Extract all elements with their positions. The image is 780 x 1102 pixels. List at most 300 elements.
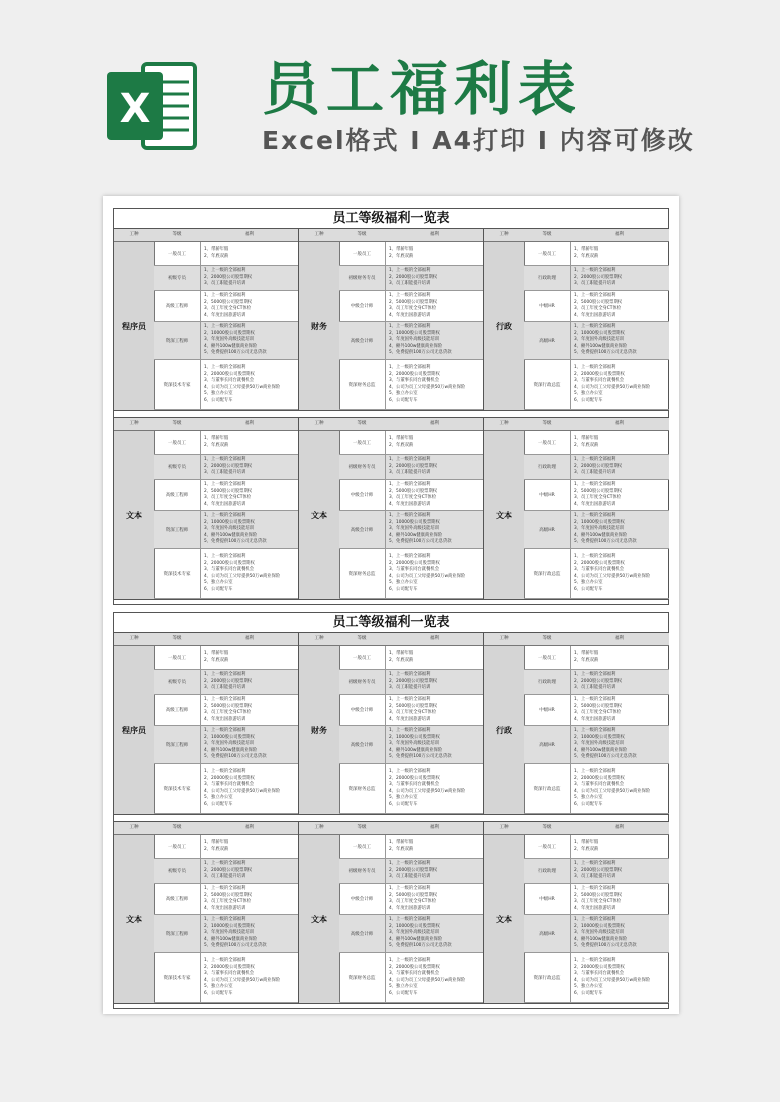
table-row <box>524 884 669 915</box>
benefit-line: 2、10000股公司股票期权 <box>204 330 255 336</box>
benefit-line: 1、带薪年假 <box>204 840 229 845</box>
benefits-sheet <box>113 208 669 605</box>
benefit-line: 6、公司配专车 <box>574 801 603 807</box>
table-row <box>339 884 484 915</box>
benefit-line: 1、带薪年假 <box>389 247 414 252</box>
benefit-line: 3、员工职能提升培训 <box>574 685 616 691</box>
table-row <box>339 670 484 695</box>
benefit-line: 3、年度国外高级技能培训 <box>389 930 439 936</box>
column-header <box>484 229 669 242</box>
benefit-line: 1、上一级的全部福利 <box>389 728 431 734</box>
benefit-line: 1、带薪年假 <box>574 436 599 441</box>
benefit-cell <box>571 322 669 359</box>
header-level: 等级 <box>172 636 182 641</box>
benefit-line: 3、与董事长同台就餐机会 <box>389 782 439 787</box>
benefit-line: 2、2000股公司股票期权 <box>204 678 253 684</box>
benefit-line: 2、5000股公司股票期权 <box>389 488 438 494</box>
level-cell: 资深行政总监 <box>524 549 571 598</box>
header-benefit: 福利 <box>615 232 624 237</box>
benefit-line: 3、年度国外高级技能培训 <box>574 930 624 936</box>
department-column <box>114 229 299 410</box>
table-row <box>339 266 484 291</box>
benefit-line: 1、上一级的全部福利 <box>574 268 616 274</box>
benefit-line: 3、员工年度全身CT体检 <box>389 899 437 904</box>
benefit-line: 2、10000股公司股票期权 <box>204 923 255 929</box>
table-row <box>339 511 484 549</box>
table-row <box>154 764 299 814</box>
benefit-line: 1、上一级的全部福利 <box>574 293 616 298</box>
benefit-cell <box>386 646 484 669</box>
benefit-line: 4、年度出国旅游培训 <box>574 501 616 507</box>
benefit-line: 4、额外100w健康商业保险 <box>574 747 628 753</box>
benefit-line: 1、上一级的全部福利 <box>204 769 246 774</box>
benefit-line: 3、与董事长同台就餐机会 <box>389 971 439 976</box>
department-name: 财务 <box>299 242 340 410</box>
level-cell: 初级专员 <box>154 455 201 479</box>
level-cell: 高级会计师 <box>339 726 386 763</box>
benefit-line: 6、公司配专车 <box>204 586 233 592</box>
benefit-line: 1、上一级的全部福利 <box>389 917 431 923</box>
benefit-line: 3、员工年度全身CT体检 <box>389 710 437 715</box>
table-row <box>524 511 669 549</box>
level-cell: 中级会计师 <box>339 480 386 510</box>
header-type: 工种 <box>314 421 324 426</box>
level-cell: 高级会计师 <box>339 322 386 359</box>
header-benefit: 福利 <box>430 636 439 641</box>
level-cell: 中级HR <box>524 695 571 725</box>
benefit-line: 6、公司配专车 <box>574 990 603 996</box>
level-cell: 一般员工 <box>339 835 386 858</box>
level-cell: 高级HR <box>524 322 571 359</box>
level-cell: 资深行政总监 <box>524 953 571 1002</box>
benefit-line: 2、年底双薪 <box>574 253 599 259</box>
benefit-cell <box>386 360 484 409</box>
benefit-cell <box>571 431 669 454</box>
benefit-line: 3、员工年度全身CT体检 <box>204 306 252 311</box>
table-row <box>154 726 299 764</box>
benefit-cell <box>386 953 484 1002</box>
benefit-line: 6、公司配专车 <box>574 586 603 592</box>
benefit-cell <box>386 764 484 813</box>
benefit-line: 5、免费提供100万公司无息贷款 <box>389 943 452 949</box>
level-cell: 资深财务总监 <box>339 549 386 598</box>
column-header <box>114 229 299 242</box>
benefit-line: 3、与董事长同台就餐机会 <box>574 971 624 976</box>
table-row <box>524 953 669 1003</box>
table-row <box>339 455 484 480</box>
column-divider <box>483 229 484 410</box>
table-row <box>524 670 669 695</box>
benefit-line: 2、5000股公司股票期权 <box>204 299 253 305</box>
benefit-line: 1、上一级的全部福利 <box>389 365 431 370</box>
benefit-line: 3、员工年度全身CT体检 <box>389 306 437 311</box>
benefit-line: 3、员工年度全身CT体检 <box>574 710 622 715</box>
benefit-cell <box>571 646 669 669</box>
logo-letter: X <box>119 86 151 132</box>
benefit-cell <box>571 242 669 265</box>
table-row <box>339 915 484 953</box>
table-row <box>154 431 299 455</box>
benefit-line: 5、独立办公室 <box>204 391 233 396</box>
benefit-line: 4、年度出国旅游培训 <box>389 716 431 722</box>
benefit-line: 6、公司配专车 <box>204 397 233 403</box>
benefit-line: 3、员工职能提升培训 <box>574 281 616 287</box>
benefit-line: 2、年底双薪 <box>204 442 229 448</box>
column-header <box>114 822 299 835</box>
column-divider <box>483 418 484 599</box>
column-divider <box>483 822 484 1003</box>
benefit-line: 1、上一级的全部福利 <box>204 482 246 487</box>
benefit-line: 1、上一级的全部福利 <box>574 457 616 463</box>
benefit-cell <box>571 695 669 725</box>
benefit-line: 3、员工职能提升培训 <box>204 281 246 287</box>
column-header <box>484 822 669 835</box>
benefit-line: 6、公司配专车 <box>204 990 233 996</box>
header-benefit: 福利 <box>430 232 439 237</box>
benefit-line: 4、额外100w健康商业保险 <box>389 936 443 942</box>
benefit-line: 1、上一级的全部福利 <box>389 457 431 463</box>
benefit-line: 1、上一级的全部福利 <box>574 861 616 867</box>
benefit-line: 4、年度出国旅游培训 <box>204 905 246 911</box>
benefit-cell <box>571 835 669 858</box>
level-cell: 高级HR <box>524 915 571 952</box>
department-column <box>299 229 484 410</box>
header-type: 工种 <box>129 825 139 830</box>
benefit-cell <box>386 455 484 479</box>
benefit-line: 4、公司为员工父母提供50万w商业保险 <box>389 788 466 794</box>
benefit-line: 6、公司配专车 <box>389 397 418 403</box>
sheet-title: 员工等级福利一览表 <box>114 613 668 633</box>
column-header <box>484 418 669 431</box>
benefit-line: 4、额外100w健康商业保险 <box>389 343 443 349</box>
header-level: 等级 <box>357 636 367 641</box>
benefit-line: 2、5000股公司股票期权 <box>574 299 623 305</box>
level-cell: 资深行政总监 <box>524 360 571 409</box>
benefit-cell <box>571 915 669 952</box>
benefit-line: 1、上一级的全部福利 <box>204 513 246 519</box>
department-name: 程序员 <box>114 646 155 814</box>
page-subtitle: Excel格式 I A4打印 I 内容可修改 <box>262 126 695 155</box>
header-level: 等级 <box>357 825 367 830</box>
level-cell: 初级专员 <box>154 266 201 290</box>
level-cell: 高级HR <box>524 726 571 763</box>
header-level: 等级 <box>172 825 182 830</box>
benefit-line: 1、带薪年假 <box>574 840 599 845</box>
benefit-cell <box>386 480 484 510</box>
benefit-line: 5、免费提供100万公司无息贷款 <box>389 754 452 760</box>
table-row <box>524 455 669 480</box>
benefit-line: 2、年底双薪 <box>389 442 414 448</box>
level-cell: 一般员工 <box>524 242 571 265</box>
benefit-line: 5、独立办公室 <box>574 580 603 585</box>
benefit-line: 3、与董事长同台就餐机会 <box>204 378 254 383</box>
benefit-line: 4、额外100w健康商业保险 <box>204 343 258 349</box>
level-cell: 资深财务总监 <box>339 360 386 409</box>
table-row <box>339 291 484 322</box>
benefit-line: 3、年度国外高级技能培训 <box>389 337 439 343</box>
benefit-line: 3、与董事长同台就餐机会 <box>204 971 254 976</box>
benefit-line: 2、10000股公司股票期权 <box>389 734 440 740</box>
benefit-line: 5、免费提供100万公司无息贷款 <box>204 754 267 760</box>
benefit-line: 1、上一级的全部福利 <box>204 457 246 463</box>
benefit-line: 2、年底双薪 <box>389 657 414 663</box>
table-row <box>154 322 299 360</box>
department-name: 文本 <box>484 431 525 599</box>
table-row <box>524 480 669 511</box>
benefit-cell <box>571 859 669 883</box>
header-type: 工种 <box>129 636 139 641</box>
benefit-line: 3、与董事长同台就餐机会 <box>389 567 439 572</box>
benefit-line: 1、上一级的全部福利 <box>574 697 616 702</box>
benefit-line: 2、10000股公司股票期权 <box>389 923 440 929</box>
level-cell: 一般员工 <box>524 835 571 858</box>
level-cell: 高级工程师 <box>154 884 201 914</box>
level-cell: 行政助理 <box>524 266 571 290</box>
level-cell: 资深财务总监 <box>339 764 386 813</box>
benefit-line: 1、上一级的全部福利 <box>389 268 431 274</box>
level-cell: 资深工程师 <box>154 726 201 763</box>
benefit-line: 5、免费提供100万公司无息贷款 <box>204 943 267 949</box>
level-cell: 资深工程师 <box>154 511 201 548</box>
benefit-cell <box>571 511 669 548</box>
table-row <box>524 695 669 726</box>
benefit-line: 1、上一级的全部福利 <box>204 365 246 370</box>
benefit-cell <box>571 291 669 321</box>
table-row <box>524 322 669 360</box>
benefit-cell <box>386 549 484 598</box>
header-type: 工种 <box>499 232 509 237</box>
header-benefit: 福利 <box>245 421 254 426</box>
column-header <box>299 418 484 431</box>
benefit-line: 2、2000股公司股票期权 <box>204 463 253 469</box>
department-column <box>114 633 299 814</box>
benefit-line: 2、2000股公司股票期权 <box>574 463 623 469</box>
header-level: 等级 <box>542 421 552 426</box>
table-row <box>339 726 484 764</box>
benefit-line: 4、额外100w健康商业保险 <box>574 343 628 349</box>
benefit-line: 3、与董事长同台就餐机会 <box>389 378 439 383</box>
benefit-line: 5、免费提供100万公司无息贷款 <box>574 754 637 760</box>
benefit-line: 2、10000股公司股票期权 <box>574 923 625 929</box>
benefit-line: 2、年底双薪 <box>204 253 229 259</box>
table-row <box>524 859 669 884</box>
benefit-cell <box>201 431 299 454</box>
benefit-line: 1、上一级的全部福利 <box>204 728 246 734</box>
benefit-line: 1、上一级的全部福利 <box>389 482 431 487</box>
benefit-cell <box>201 695 299 725</box>
benefit-line: 2、5000股公司股票期权 <box>389 703 438 709</box>
benefit-line: 1、上一级的全部福利 <box>574 728 616 734</box>
benefit-line: 1、带薪年假 <box>204 436 229 441</box>
benefit-line: 2、10000股公司股票期权 <box>574 330 625 336</box>
header-benefit: 福利 <box>615 421 624 426</box>
table-row <box>154 360 299 410</box>
level-cell: 高级工程师 <box>154 291 201 321</box>
table-row <box>339 835 484 859</box>
benefit-line: 2、2000股公司股票期权 <box>204 274 253 280</box>
level-cell: 高级会计师 <box>339 915 386 952</box>
benefit-line: 1、带薪年假 <box>389 651 414 656</box>
benefit-line: 3、与董事长同台就餐机会 <box>204 782 254 787</box>
table-row <box>524 726 669 764</box>
page-title: 员工福利表 <box>262 55 583 123</box>
benefit-line: 4、年度出国旅游培训 <box>389 905 431 911</box>
table-row <box>524 764 669 814</box>
divider <box>114 814 668 822</box>
benefit-line: 1、带薪年假 <box>389 436 414 441</box>
table-row <box>339 431 484 455</box>
level-cell: 高级HR <box>524 511 571 548</box>
divider <box>114 599 668 604</box>
department-name: 程序员 <box>114 242 155 410</box>
level-cell: 资深工程师 <box>154 915 201 952</box>
benefit-line: 4、额外100w健康商业保险 <box>574 532 628 538</box>
table-row <box>524 360 669 410</box>
benefit-line: 1、上一级的全部福利 <box>204 324 246 330</box>
level-cell: 一般员工 <box>154 431 201 454</box>
table-row <box>524 291 669 322</box>
department-name: 行政 <box>484 646 525 814</box>
column-divider <box>298 229 299 410</box>
benefit-cell <box>571 360 669 409</box>
table-row <box>154 670 299 695</box>
department-name: 文本 <box>299 431 340 599</box>
department-column <box>299 633 484 814</box>
benefit-line: 2、20000股公司股票期权 <box>204 560 255 566</box>
benefits-block <box>114 229 668 410</box>
benefit-cell <box>201 455 299 479</box>
benefit-line: 2、20000股公司股票期权 <box>574 775 625 781</box>
divider <box>114 1003 668 1008</box>
benefits-block <box>114 822 668 1003</box>
table-row <box>154 695 299 726</box>
level-cell: 资深技术专家 <box>154 549 201 598</box>
benefit-line: 3、员工职能提升培训 <box>204 470 246 476</box>
benefit-line: 2、5000股公司股票期权 <box>204 488 253 494</box>
table-row <box>339 646 484 670</box>
benefit-line: 2、20000股公司股票期权 <box>389 371 440 377</box>
table-row <box>524 242 669 266</box>
benefit-line: 2、10000股公司股票期权 <box>574 519 625 525</box>
benefit-cell <box>201 266 299 290</box>
benefit-line: 4、年度出国旅游培训 <box>574 312 616 318</box>
benefit-line: 1、上一级的全部福利 <box>389 861 431 867</box>
header-type: 工种 <box>499 636 509 641</box>
level-cell: 一般员工 <box>524 646 571 669</box>
department-column <box>114 822 299 1003</box>
table-row <box>154 915 299 953</box>
level-cell: 高级工程师 <box>154 480 201 510</box>
benefit-line: 2、10000股公司股票期权 <box>204 519 255 525</box>
table-row <box>154 291 299 322</box>
benefit-line: 2、10000股公司股票期权 <box>574 734 625 740</box>
benefit-cell <box>386 322 484 359</box>
table-row <box>154 859 299 884</box>
benefit-line: 2、年底双薪 <box>574 442 599 448</box>
benefit-line: 2、5000股公司股票期权 <box>574 488 623 494</box>
table-row <box>154 455 299 480</box>
benefit-line: 4、公司为员工父母提供50万w商业保险 <box>204 788 281 794</box>
benefit-line: 2、2000股公司股票期权 <box>574 867 623 873</box>
header-type: 工种 <box>314 232 324 237</box>
benefit-line: 2、年底双薪 <box>574 657 599 663</box>
benefit-line: 2、2000股公司股票期权 <box>574 678 623 684</box>
benefit-cell <box>201 480 299 510</box>
benefit-cell <box>386 726 484 763</box>
benefit-cell <box>201 884 299 914</box>
header-level: 等级 <box>357 421 367 426</box>
benefit-cell <box>201 549 299 598</box>
benefit-line: 2、2000股公司股票期权 <box>204 867 253 873</box>
benefit-cell <box>571 726 669 763</box>
benefit-cell <box>571 953 669 1002</box>
column-divider <box>298 633 299 814</box>
benefit-cell <box>386 835 484 858</box>
table-row <box>339 549 484 599</box>
benefit-line: 2、20000股公司股票期权 <box>389 775 440 781</box>
benefit-line: 1、带薪年假 <box>574 651 599 656</box>
level-cell: 中级会计师 <box>339 695 386 725</box>
table-row <box>154 549 299 599</box>
benefit-cell <box>386 511 484 548</box>
benefit-line: 4、公司为员工父母提供50万w商业保险 <box>389 573 466 579</box>
header-benefit: 福利 <box>430 825 439 830</box>
benefit-cell <box>201 291 299 321</box>
level-cell: 中级HR <box>524 291 571 321</box>
benefit-line: 6、公司配专车 <box>389 801 418 807</box>
benefit-line: 2、5000股公司股票期权 <box>389 892 438 898</box>
header-level: 等级 <box>542 825 552 830</box>
benefit-line: 4、公司为员工父母提供50万w商业保险 <box>389 384 466 390</box>
table-row <box>339 322 484 360</box>
benefit-line: 4、公司为员工父母提供50万w商业保险 <box>204 573 281 579</box>
banner <box>0 0 780 185</box>
benefit-line: 1、上一级的全部福利 <box>574 672 616 678</box>
benefit-line: 1、上一级的全部福利 <box>389 697 431 702</box>
benefit-line: 5、独立办公室 <box>389 391 418 396</box>
column-header <box>484 633 669 646</box>
table-row <box>154 835 299 859</box>
benefit-line: 1、上一级的全部福利 <box>204 293 246 298</box>
column-divider <box>298 418 299 599</box>
level-cell: 行政助理 <box>524 455 571 479</box>
level-cell: 资深技术专家 <box>154 953 201 1002</box>
benefit-cell <box>571 480 669 510</box>
benefit-line: 1、上一级的全部福利 <box>204 958 246 963</box>
table-row <box>154 266 299 291</box>
header-level: 等级 <box>542 232 552 237</box>
benefit-cell <box>201 322 299 359</box>
level-cell: 高级工程师 <box>154 695 201 725</box>
benefit-line: 1、上一级的全部福利 <box>574 917 616 923</box>
benefit-line: 2、年底双薪 <box>204 657 229 663</box>
benefits-block <box>114 418 668 599</box>
benefit-line: 3、年度国外高级技能培训 <box>204 337 254 343</box>
benefit-cell <box>201 953 299 1002</box>
benefit-cell <box>571 884 669 914</box>
level-cell: 资深财务总监 <box>339 953 386 1002</box>
table-row <box>524 549 669 599</box>
benefit-line: 1、上一级的全部福利 <box>574 513 616 519</box>
benefit-line: 5、免费提供100万公司无息贷款 <box>574 350 637 356</box>
benefit-line: 3、员工年度全身CT体检 <box>574 899 622 904</box>
benefit-line: 1、上一级的全部福利 <box>389 324 431 330</box>
benefit-line: 5、独立办公室 <box>389 580 418 585</box>
benefit-line: 4、年度出国旅游培训 <box>389 501 431 507</box>
header-benefit: 福利 <box>430 421 439 426</box>
benefit-line: 6、公司配专车 <box>574 397 603 403</box>
header-level: 等级 <box>172 232 182 237</box>
